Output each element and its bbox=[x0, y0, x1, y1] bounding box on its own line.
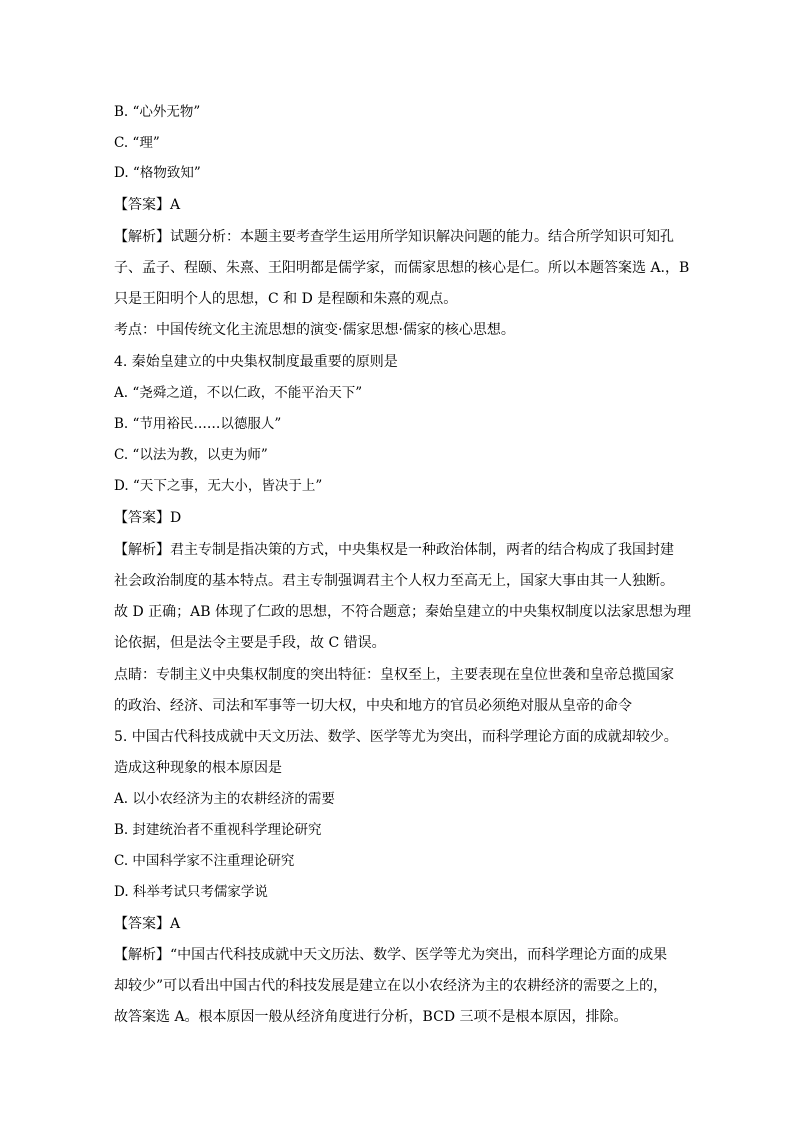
q5-option-b: B. 封建统治者不重视科学理论研究 bbox=[114, 822, 322, 838]
q4-dianjing-line-2: 的政治、经济、司法和军事等一切大权，中央和地方的官员必须绝对服从皇帝的命令 bbox=[114, 698, 632, 714]
q3-analysis-line-1: 【解析】试题分析：本题主要考查学生运用所学知识解决问题的能力。结合所学知识可知孔 bbox=[114, 229, 674, 245]
q5-option-a: A. 以小农经济为主的农耕经济的需要 bbox=[114, 791, 335, 807]
q3-analysis-line-2: 子、孟子、程颐、朱熹、王阳明都是儒学家，而儒家思想的核心是仁。所以本题答案选 A.，B bbox=[114, 260, 690, 276]
q3-analysis-line-3: 只是王阳明个人的思想，C 和 D 是程颐和朱熹的观点。 bbox=[114, 291, 458, 307]
q4-analysis-line-3: 故 D 正确；AB 体现了仁政的思想，不符合题意；秦始皇建立的中央集权制度以法家思想为理 bbox=[114, 604, 691, 620]
q4-option-a: A. “尧舜之道，不以仁政，不能平治天下” bbox=[114, 385, 363, 401]
q4-option-c: C. “以法为教，以吏为师” bbox=[114, 447, 268, 463]
q3-option-d: D. “格物致知” bbox=[114, 165, 201, 181]
q4-analysis-line-4: 论依据，但是法令主要是手段，故 C 错误。 bbox=[114, 635, 386, 651]
q5-option-c: C. 中国科学家不注重理论研究 bbox=[114, 853, 295, 869]
q5-option-d: D. 科举考试只考儒家学说 bbox=[114, 884, 268, 900]
q4-analysis-line-2: 社会政治制度的基本特点。君主专制强调君主个人权力至高无上，国家大事由其一人独断。 bbox=[114, 573, 674, 589]
q5-stem-line-1: 5. 中国古代科技成就中天文历法、数学、医学等尤为突出，而科学理论方面的成就却较少。 bbox=[114, 729, 678, 745]
q3-option-b: B. “心外无物” bbox=[114, 104, 201, 120]
q5-answer: 【答案】A bbox=[114, 916, 181, 932]
q4-answer: 【答案】D bbox=[114, 510, 182, 526]
q4-analysis-line-1: 【解析】君主专制是指决策的方式，中央集权是一种政治体制，两者的结合构成了我国封建 bbox=[114, 542, 674, 558]
q4-dianjing-line-1: 点睛：专制主义中央集权制度的突出特征：皇权至上，主要表现在皇位世袭和皇帝总揽国家 bbox=[114, 667, 674, 683]
q5-analysis-line-2: 却较少”可以看出中国古代的科技发展是建立在以小农经济为主的农耕经济的需要之上的， bbox=[114, 978, 668, 994]
q5-analysis-line-1: 【解析】“中国古代科技成就中天文历法、数学、医学等尤为突出，而科学理论方面的成果 bbox=[114, 947, 668, 963]
q4-option-d: D. “天下之事，无大小，皆决于上” bbox=[114, 478, 323, 494]
q5-stem-line-2: 造成这种现象的根本原因是 bbox=[114, 760, 282, 776]
q3-answer: 【答案】A bbox=[114, 197, 181, 213]
q3-kaodian: 考点：中国传统文化主流思想的演变·儒家思想·儒家的核心思想。 bbox=[114, 322, 515, 338]
q3-option-c: C. “理” bbox=[114, 135, 160, 151]
q4-stem: 4. 秦始皇建立的中央集权制度最重要的原则是 bbox=[114, 354, 398, 370]
q5-analysis-line-3: 故答案选 A。根本原因一般从经济角度进行分析，BCD 三项不是根本原因，排除。 bbox=[114, 1009, 628, 1025]
q4-option-b: B. “节用裕民……以德服人” bbox=[114, 416, 282, 432]
